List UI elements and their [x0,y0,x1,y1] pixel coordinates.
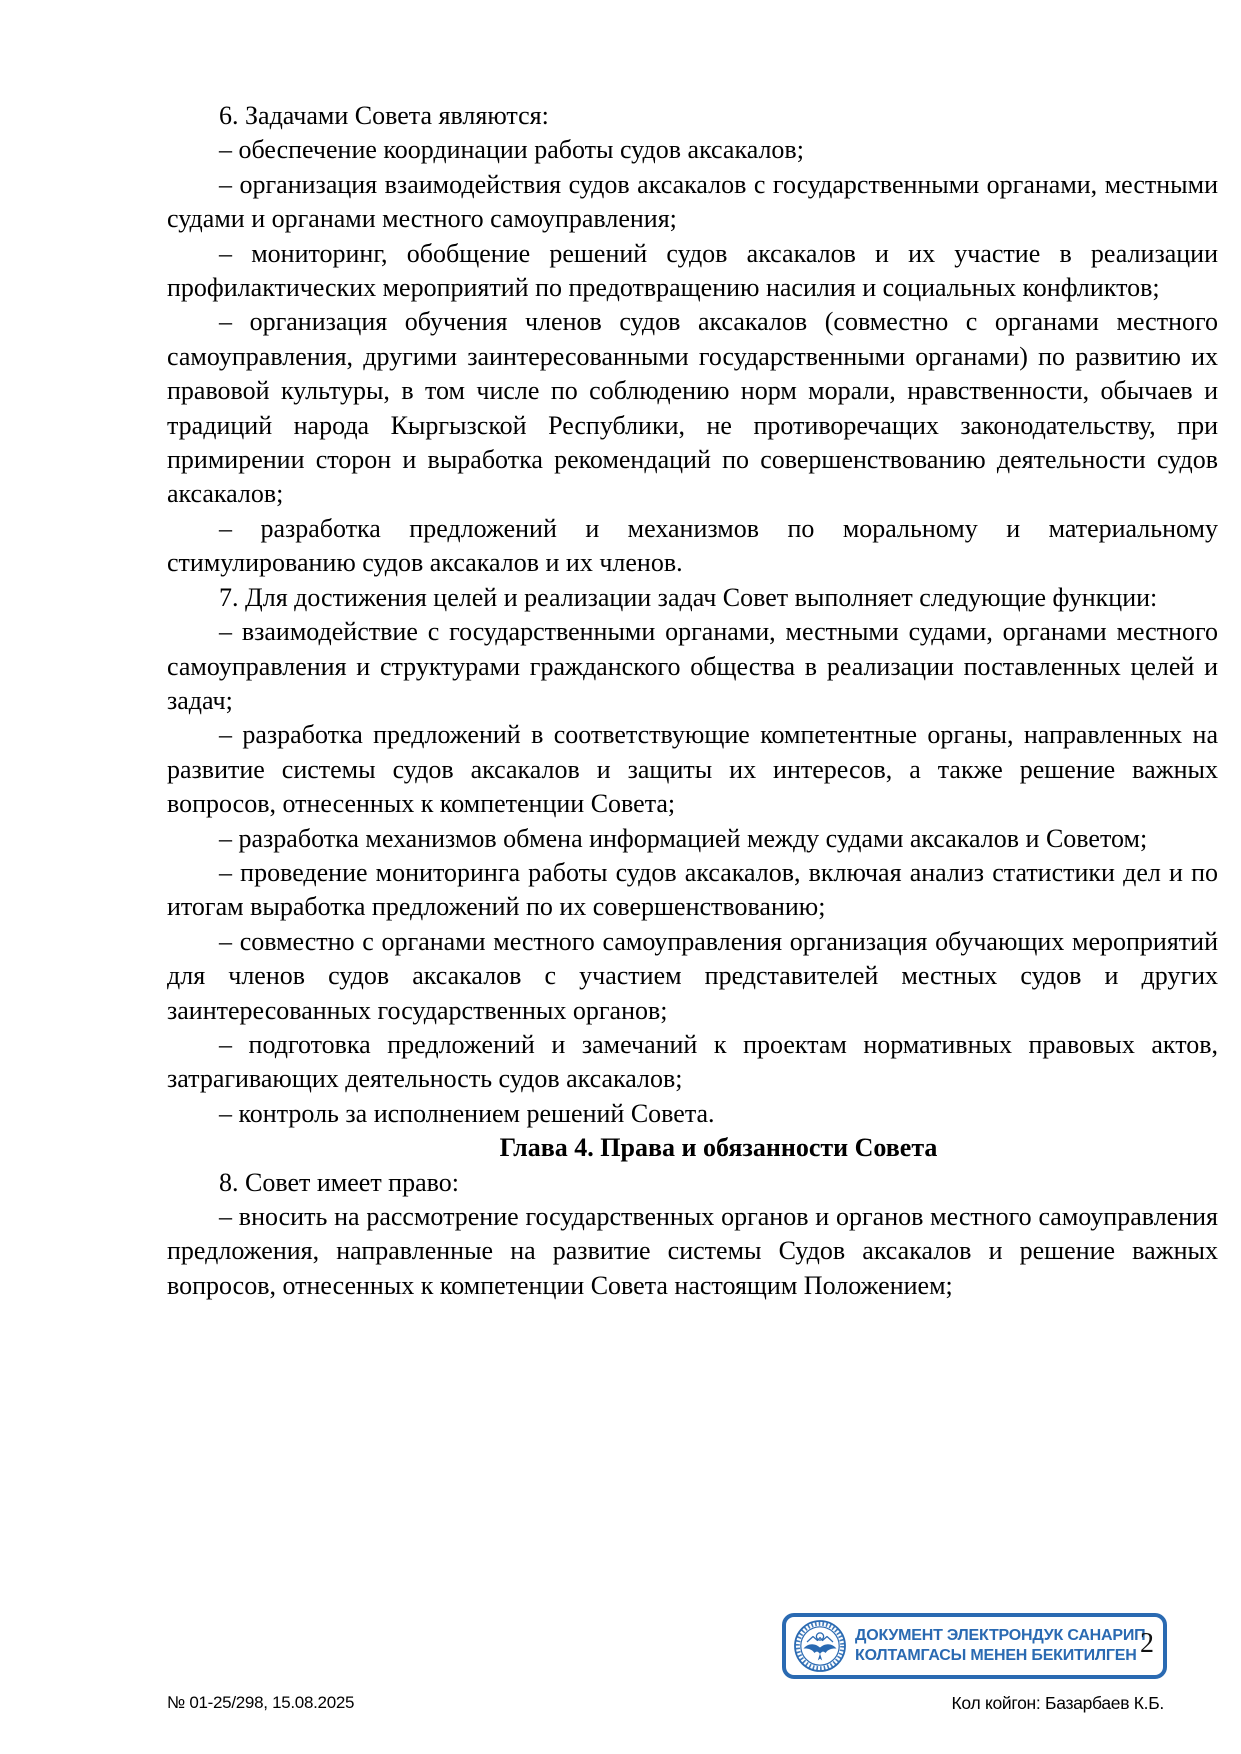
paragraph: – обеспечение координации работы судов аксакалов; [219,135,804,165]
paragraph: – вносить на рассмотрение государственных органов и органов местного самоуправления предложения, направленные на развитие системы Судов аксакалов и решение важных вопросов, отнесенных к компетенции Совета настоящим Положением; [167,1202,1218,1300]
paragraph: 7. Для достижения целей и реализации задач Совет выполняет следующие функции: [219,582,1158,612]
paragraph: – разработка предложений в соответствующие компетентные органы, направленных на развитие системы судов аксакалов и защиты их интересов, а также решение важных вопросов, отнесенных к компетенции Совета; [167,720,1218,819]
paragraphs-after-heading [167,1166,1218,1304]
signer-name: Кол койгон: Базарбаев К.Б. [951,1693,1164,1713]
paragraph: – проведение мониторинга работы судов аксакалов, включая анализ статистики дел и по итогам выработка предложений по их совершенствованию; [167,857,1218,922]
kyrgyz-state-emblem-icon [794,1620,846,1672]
paragraph: – подготовка предложений и замечаний к проектам нормативных правовых актов, затрагивающих деятельность судов аксакалов; [167,1029,1218,1094]
paragraph: – разработка механизмов обмена информацией между судами аксакалов и Советом; [219,823,1148,853]
paragraph: – организация взаимодействия судов аксакалов с государственными органами, местными судами и органами местного самоуправления; [167,169,1218,234]
paragraph: – мониторинг, обобщение решений судов аксакалов и их участие в реализации профилактических мероприятий по предотвращению насилия и социальных конфликтов; [167,238,1218,303]
paragraph: – совместно с органами местного самоуправления организация обучающих мероприятий для членов судов аксакалов с участием представителей местных судов и других заинтересованных государственных органов; [167,926,1218,1025]
paragraph: – контроль за исполнением решений Совета. [219,1098,715,1128]
paragraph: – взаимодействие с государственными органами, местными судами, органами местного самоуправления и структурами гражданского общества в реализации поставленных целей и задач; [167,617,1218,715]
digital-signature-stamp [782,1613,1167,1679]
stamp-text-line1: ДОКУМЕНТ ЭЛЕКТРОНДУК САНАРИП [855,1627,1146,1644]
paragraph: – организация обучения членов судов аксакалов (совместно с органами местного самоуправления, другими заинтересованными государственными органами) по развитию их правовой культуры, в том числе по соблюдению норм морали, нравственности, обычаев и традиций народа Кыргызской Республики, не противоречащих законодательству, при примирении сторон и выработка рекомендаций по совершенствованию деятельности судов аксакалов; [167,307,1218,509]
page-number: 2 [1140,1628,1154,1659]
document-body [167,99,1218,1303]
paragraph: 6. Задачами Совета являются: [219,101,549,130]
paragraphs-before-heading [167,99,1218,1131]
stamp-text [855,1626,1145,1666]
document-number-and-date: № 01-25/298, 15.08.2025 [167,1693,355,1712]
paragraph: – разработка предложений и механизмов по моральному и материальному стимулированию судов аксакалов и их членов. [167,513,1218,578]
stamp-text-line2: КОЛТАМГАСЫ МЕНЕН БЕКИТИЛГЕН [855,1647,1137,1664]
chapter-heading: Глава 4. Права и обязанности Совета [499,1133,938,1163]
paragraph: 8. Совет имеет право: [219,1167,459,1197]
